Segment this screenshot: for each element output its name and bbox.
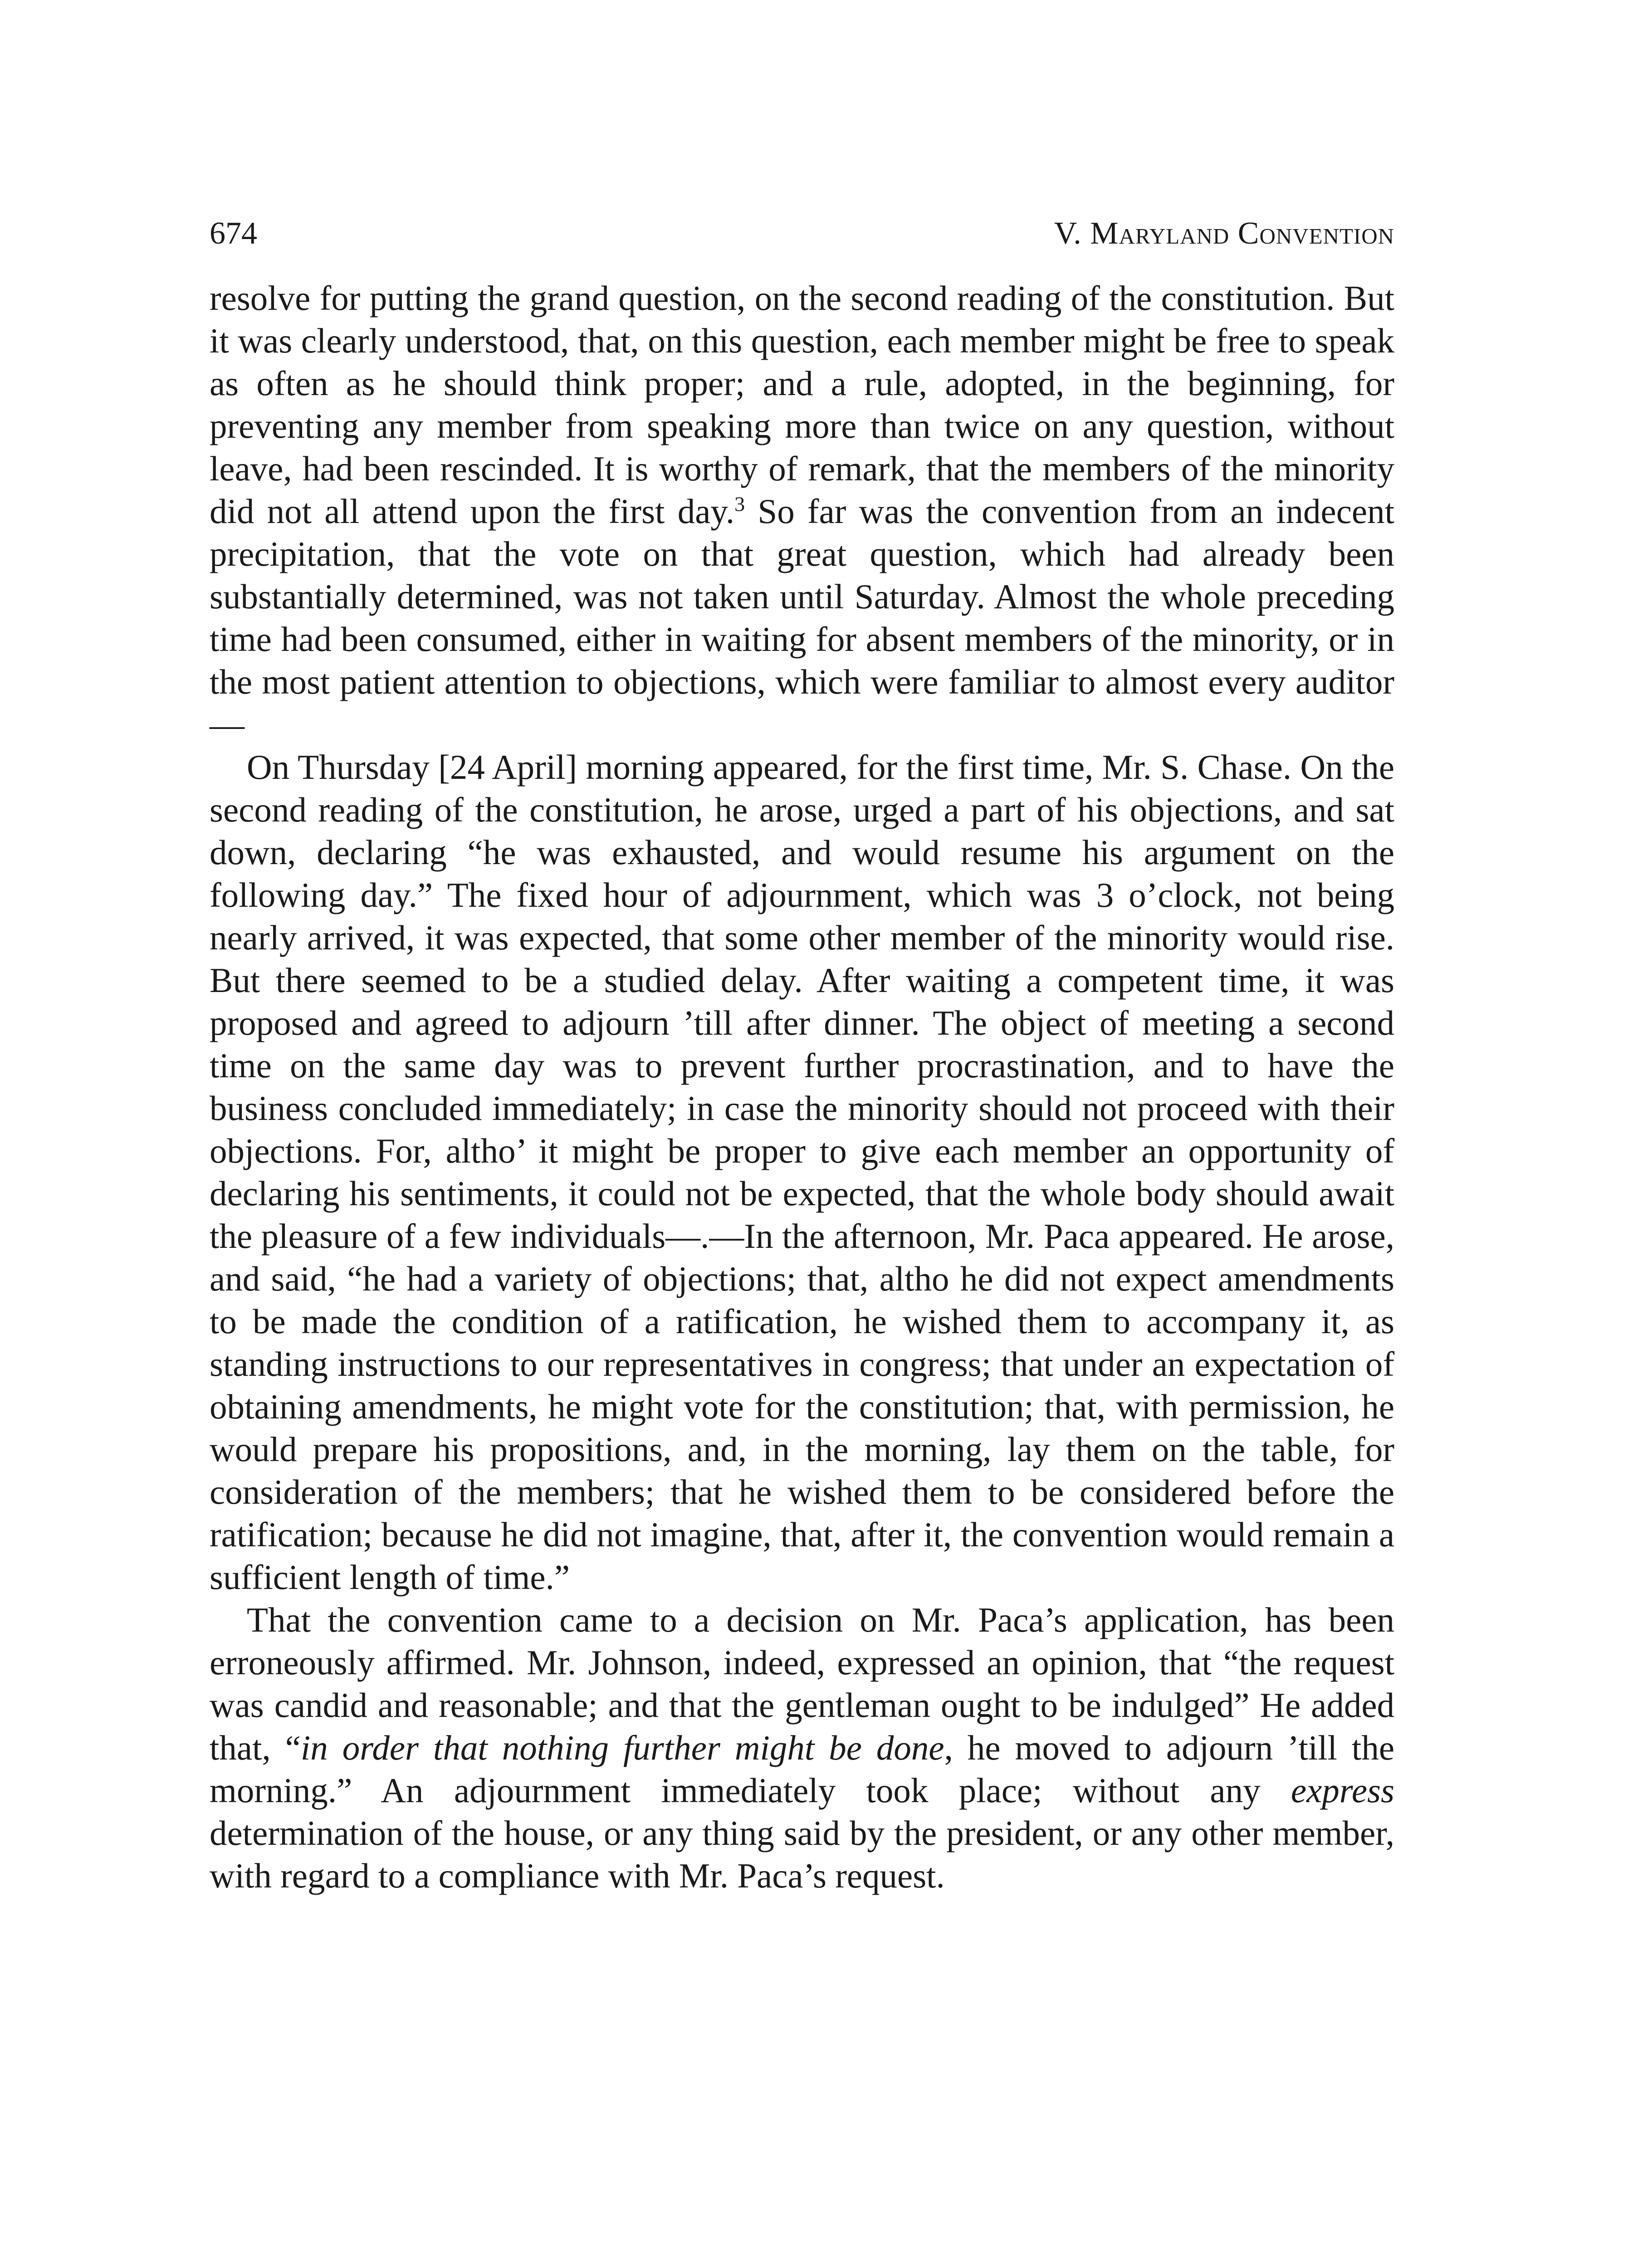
paragraph-3-italic-2: express (1291, 1771, 1394, 1810)
running-head (210, 218, 1394, 249)
document-page (210, 218, 1394, 1897)
footnote-ref-3: 3 (734, 492, 745, 516)
paragraph-3-text-c: determination of the house, or any thing said by the president, or any other member, with regard to a compliance with Mr. Paca’s request. (210, 1813, 1394, 1895)
paragraph-2: On Thursday [24 April] morning appeared, for the first time, Mr. S. Chase. On the second reading of the constitution, he arose, urged a part of his objections, and sat down, declaring “he was exhausted, and would resume his argument on the following day.” The fixed hour of adjournment, which was 3 o’clock, not being nearly arrived, it was expected, that some other member of the minority would rise. But there seemed to be a studied delay. After waiting a competent time, it was proposed and agreed to adjourn ’till after dinner. The object of meeting a second time on the same day was to prevent further procrastination, and to have the business concluded immediately; in case the minority should not proceed with their objections. For, altho’ it might be proper to give each member an opportunity of declaring his sentiments, it could not be expected, that the whole body should await the pleasure of a few individuals—.—In the afternoon, Mr. Paca appeared. He arose, and said, “he had a variety of objections; that, altho he did not expect amendments to be made the condition of a ratification, he wished them to accompany it, as standing instructions to our representatives in congress; that under an expectation of obtaining amendments, he might vote for the constitution; that, with permission, he would prepare his propositions, and, in the morning, lay them on the table, for consideration of the members; that he wished them to be considered before the ratification; because he did not imagine, that, after it, the convention would remain a sufficient length of time.” (210, 748, 1394, 1597)
paragraph-1-text-a: resolve for putting the grand question, on the second reading of the constitution. But it was clearly understood, that, on this question, each member might be free to speak as often as he should think proper; and a rule, adopted, in the beginning, for preventing any member from speaking more than twice on any question, without leave, had been rescinded. It is worthy of remark, that the members of the minority did not all attend upon the first day. (210, 279, 1394, 531)
page-number: 674 (210, 216, 257, 251)
paragraph-1 (210, 277, 1394, 746)
running-title: V. Maryland Convention (1054, 216, 1394, 251)
paragraph-3-text-b: , he moved to adjourn ’till the morning.” An adjournment immediately took place; without any (210, 1728, 1394, 1810)
paragraph-1-text-b: So far was the convention from an indecent precipitation, that the vote on that great question, which had already been substantially determined, was not taken until Saturday. Almost the whole preceding time had been consumed, either in waiting for absent members of the minority, or in the most patient attention to objections, which were familiar to almost every auditor— (210, 492, 1394, 744)
paragraph-3 (210, 1598, 1394, 1897)
body-text (210, 277, 1394, 1897)
paragraph-3-italic-1: in order that nothing further might be done (300, 1728, 944, 1767)
paragraph-3-text-a: That the convention came to a decision on Mr. Paca’s application, has been erroneously affirmed. Mr. Johnson, indeed, expressed an opinion, that “the request was candid and reasonable; and that the gentleman ought to be indulged” He added that, “ (210, 1600, 1394, 1767)
